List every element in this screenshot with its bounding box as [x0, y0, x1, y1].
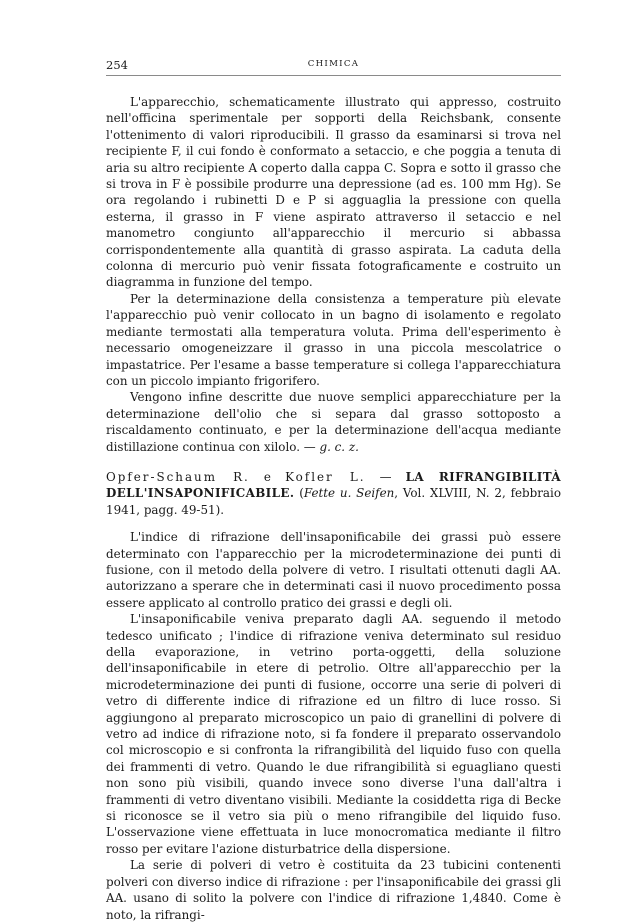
paragraph: L'indice di rifrazione dell'insaponificabile dei grassi può essere determinato con l'apparecchio per la microdeterminazione dei punti di fusione, con il metodo della polvere di vetro. I risultati ottenuti dagli AA. autorizzano a sperare che in determinati casi il nuovo procedimento possa essere applicato al controllo pratico dei grassi e degli oli.: [106, 530, 561, 610]
author-signature: g. c. z.: [319, 439, 359, 454]
paragraph: La serie di polveri di vetro è costituita da 23 tubicini contenenti polveri con diverso indice di rifrazione : per l'insaponificabile dei grassi gli AA. usano di solito la polvere con l'indice di rifrazione 1,4840. Come è noto, la rifrangi-: [106, 858, 561, 922]
running-title: CHIMICA: [307, 59, 360, 69]
author-name: Opfer-Schaum R.: [106, 469, 250, 484]
heading-dash: —: [365, 469, 406, 484]
text-body: [106, 94, 561, 923]
paragraph: Per la determinazione della consistenza a temperature più elevate l'apparecchio può venir collocato in un bagno di isolamento e regolato mediante termostati alla temperatura voluta. Prima dell'esperimento è necessario omogeneizzare il grasso in una piccola mescolatrice o impastatrice. Per l'esame a basse temperature si collega l'apparecchiatura con un piccolo impianto frigorifero.: [106, 291, 561, 388]
author-name: Kofler L.: [285, 469, 366, 484]
header-rule: [106, 75, 561, 76]
journal-name: Fette u. Seifen: [303, 486, 395, 501]
paragraph: L'apparecchio, schematicamente illustrato qui appresso, costruito nell'officina sperimentale per sopporti della Reichsbank, consente l'ottenimento di valori riproducibili. Il grasso da esaminarsi si trova nel recipiente F, il cui fondo è conformato a setaccio, e che poggia a tenuta di aria su altro recipiente A coperto dalla cappa C. Sopra e sotto il grasso che si trova in F è possibile produrre una depressione (ad es. 100 mm Hg). Se ora regolando i rubinetti D e P si agguaglia la pressione con quella esterna, il grasso in F viene aspirato attraverso il setaccio e nel manometro congiunto all'apparecchio il mercurio si abbassa corrispondentemente alla quantità di grasso aspirata. La caduta della colonna di mercurio può venir fissata fotograficamente e costruito un diagramma in funzione del tempo.: [106, 95, 561, 290]
citation: , Vol. XLVIII, N. 2, febbraio 1941, pagg. 49-51).: [106, 486, 561, 517]
page-number: 254: [106, 58, 128, 72]
paragraph-text: Vengono infine descritte due nuove semplici apparecchiature per la determinazione dell'olio che si separa dal grasso sottoposto a riscaldamento continuato, e per la determinazione dell'acqua mediante distillazione continua con xilolo. —: [106, 390, 561, 454]
paragraph: L'insaponificabile veniva preparato dagli AA. seguendo il metodo tedesco unificato ; l'indice di rifrazione veniva determinato sul residuo della evaporazione, in vetrino porta-oggetti, della soluzione dell'insaponificabile in etere di petrolio. Oltre all'apparecchio per la microdeterminazione dei punti di fusione, occorre una serie di polveri di vetro di differente indice di rifrazione ed un filtro di luce rosso. Si aggiungono al preparato microscopico un paio di granellini di polvere di vetro ad indice di rifrazione noto, si fa fondere il preparato osservandolo col microscopio e si confronta la rifrangibilità del liquido fuso con quella dei frammenti di vetro. Quando le due rifrangibilità si eguagliano questi non sono più visibili, quando invece sono diverse l'una dall'altra i frammenti di vetro diventano visibili. Mediante la cosiddetta riga di Becke si riconosce se il vetro sia più o meno rifrangibile del liquido fuso. L'osservazione viene effettuata in luce monocromatica mediante il filtro rosso per evitare l'azione disturbatrice della dispersione.: [106, 612, 561, 856]
article-heading: Opfer-Schaum R. e Kofler L. — LA RIFRANGIBILITÀ DELL'INSAPONIFICABILE. (Fette u. Seifen, Vol. XLVIII, N. 2, febbraio 1941, pagg. 49-51).: [106, 469, 561, 517]
article-title: LA RIFRANGIBILITÀ DELL'INSAPONIFICABILE.: [106, 469, 561, 501]
page-header: [106, 58, 561, 76]
author-conjunction: e: [249, 469, 286, 484]
paragraph: [106, 389, 561, 455]
